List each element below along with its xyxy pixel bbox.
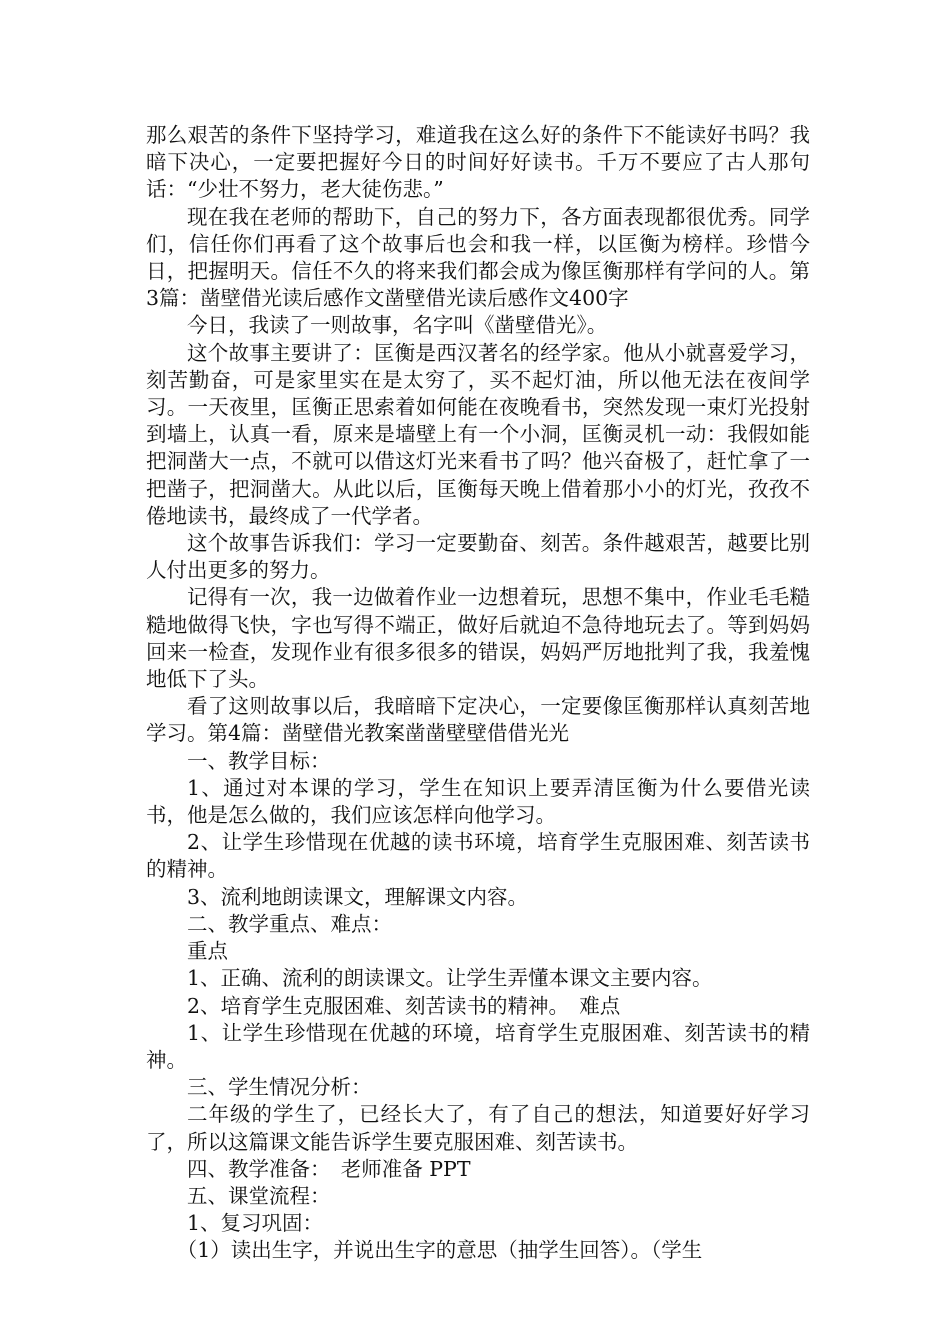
paragraph: 记得有一次，我一边做着作业一边想着玩，思想不集中，作业毛毛糙糙地做得飞快，字也写得不端正，做好后就迫不急待地玩去了。等到妈妈回来一检查，发现作业有很多很多的错误，妈妈严厉地批判了我，我羞愧地低下了头。 <box>146 585 810 692</box>
subheading: 重点 <box>187 939 228 964</box>
list-item: 1、复习巩固： <box>187 1211 324 1236</box>
list-item: 2、让学生珍惜现在优越的读书环境，培育学生克服困难、刻苦读书的精神。 <box>146 830 810 882</box>
section-heading: 一、教学目标： <box>187 748 331 773</box>
paragraph: 二年级的学生了，已经长大了，有了自己的想法，知道要好好学习了，所以这篇课文能告诉学生要克服困难、刻苦读书。 <box>146 1102 810 1154</box>
document-body <box>146 122 810 1265</box>
list-item: 1、通过对本课的学习，学生在知识上要弄清匡衡为什么要借光读书，他是怎么做的，我们应该怎样向他学习。 <box>146 775 810 828</box>
list-item: 3、流利地朗读课文，理解课文内容。 <box>187 884 529 909</box>
list-item: 1、让学生珍惜现在优越的环境，培育学生克服困难、刻苦读书的精神。 <box>146 1020 810 1072</box>
list-item: 1、正确、流利的朗读课文。让学生弄懂本课文主要内容。 <box>187 966 713 991</box>
section-heading: 五、课堂流程： <box>187 1183 331 1208</box>
paragraph: 看了这则故事以后，我暗暗下定决心，一定要像匡衡那样认真刻苦地学习。第4篇：凿壁借光教案凿凿壁壁借借光光 <box>146 694 810 746</box>
section-heading: 四、教学准备： 老师准备 PPT <box>187 1156 471 1181</box>
section-heading: 二、教学重点、难点： <box>187 911 392 936</box>
paragraph: 那么艰苦的条件下坚持学习，难道我在这么好的条件下不能读好书吗？我暗下决心，一定要把握好今日的时间好好读书。千万不要应了古人那句话：“少壮不努力，老大徒伤悲。” <box>146 123 810 202</box>
list-item: （1）读出生字，并说出生字的意思（抽学生回答）。（学生 <box>176 1238 703 1263</box>
paragraph: 这个故事主要讲了：匡衡是西汉著名的经学家。他从小就喜爱学习，刻苦勤奋，可是家里实在是太穷了，买不起灯油，所以他无法在夜间学习。一天夜里，匡衡正思索着如何能在夜晚看书，突然发现一束灯光投射到墙上，认真一看，原来是墙壁上有一个小洞，匡衡灵机一动：我假如能把洞凿大一点，不就可以借这灯光来看书了吗？他兴奋极了，赶忙拿了一把凿子，把洞凿大。从此以后，匡衡每天晚上借着那小小的灯光，孜孜不倦地读书，最终成了一代学者。 <box>146 340 810 528</box>
paragraph: 这个故事告诉我们：学习一定要勤奋、刻苦。条件越艰苦，越要比别人付出更多的努力。 <box>146 531 810 583</box>
paragraph: 现在我在老师的帮助下，自己的努力下，各方面表现都很优秀。同学们，信任你们再看了这个故事后也会和我一样，以匡衡为榜样。珍惜今日，把握明天。信任不久的将来我们都会成为像匡衡那样有学问的人。第3篇：凿壁借光读后感作文凿壁借光读后感作文400字 <box>146 204 810 311</box>
paragraph: 今日，我读了一则故事，名字叫《凿壁借光》。 <box>187 313 608 338</box>
section-heading: 三、学生情况分析： <box>187 1075 372 1100</box>
list-item: 2、培育学生克服困难、刻苦读书的精神。 难点 <box>187 993 621 1018</box>
